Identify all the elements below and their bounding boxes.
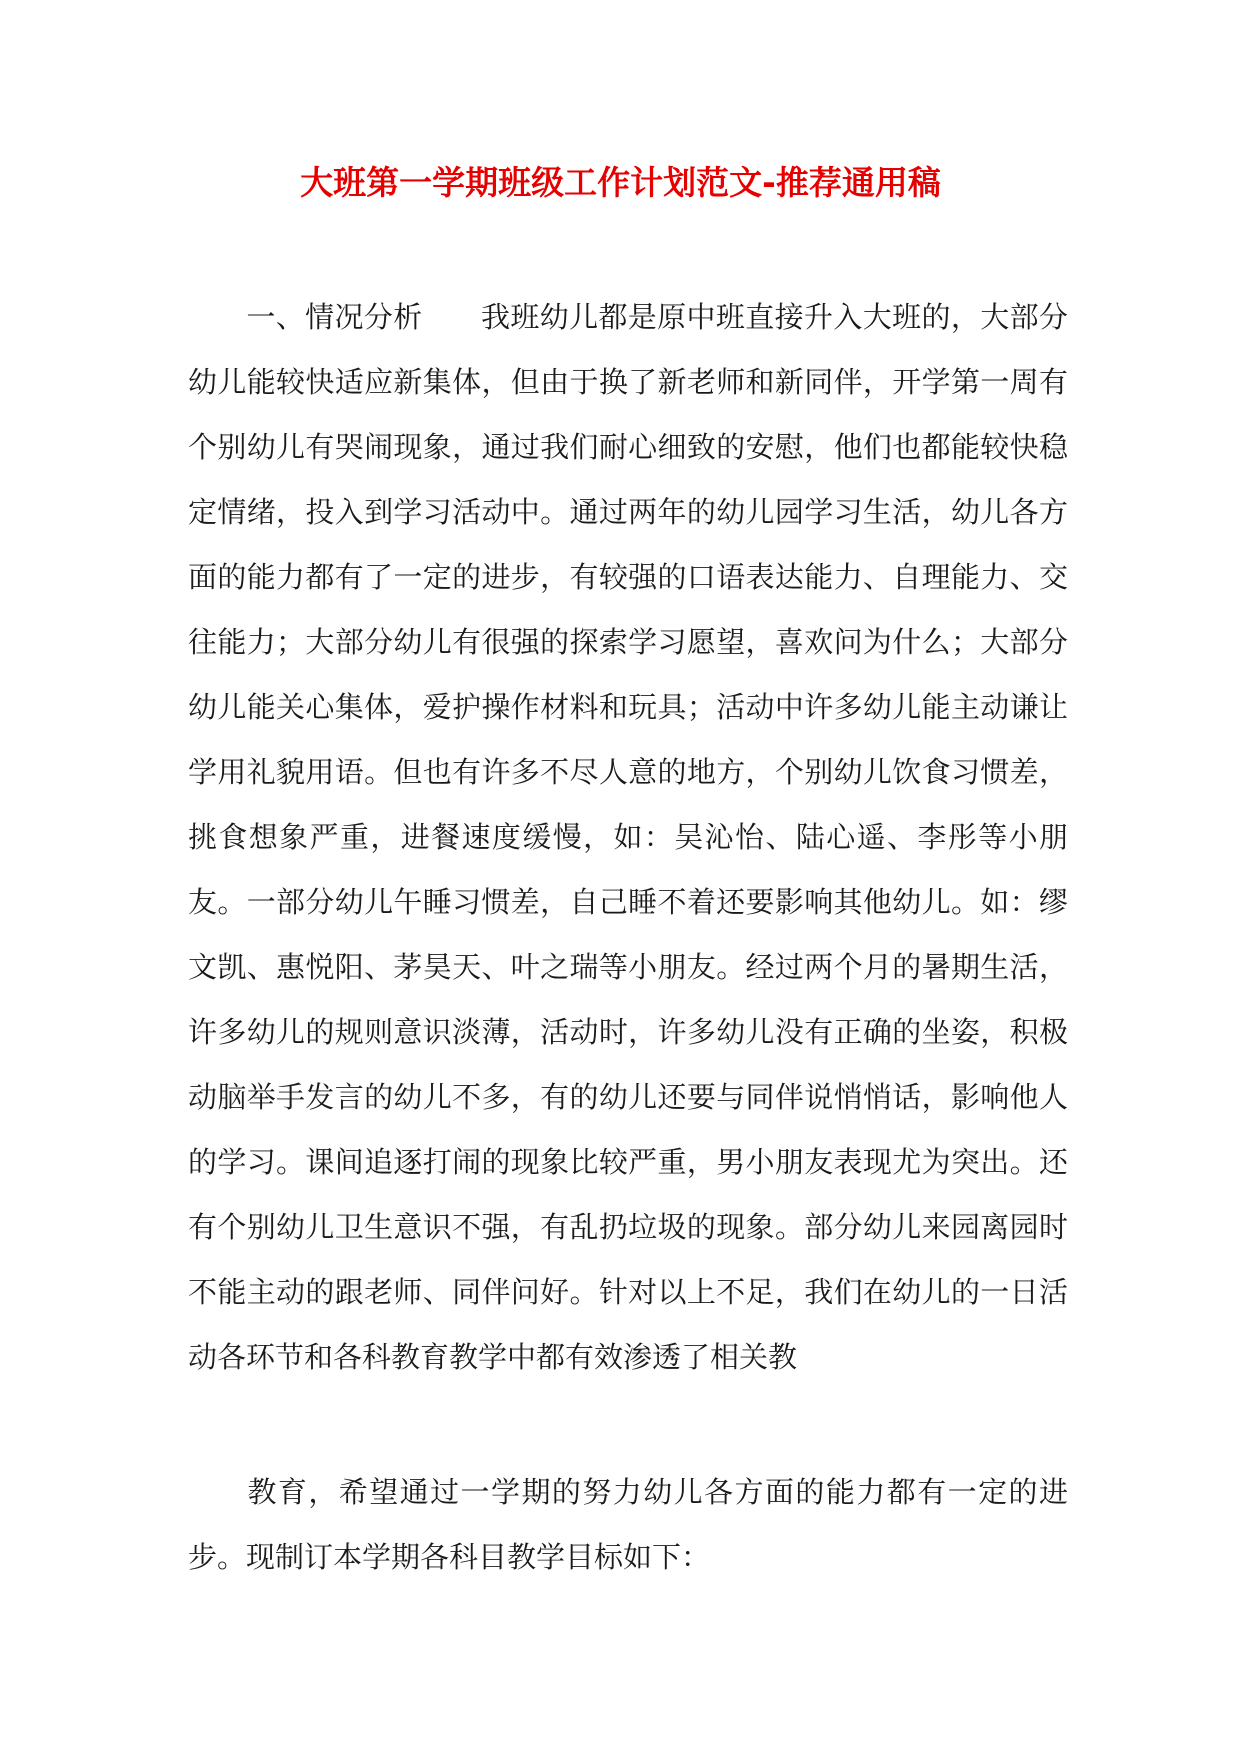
paragraph-text: 教育，希望通过一学期的努力幼儿各方面的能力都有一定的进步。现制订本学期各科目教学目标如下： bbox=[188, 1475, 1068, 1574]
section-heading: 一、情况分析 bbox=[246, 300, 423, 334]
document-title: 大班第一学期班级工作计划范文-推荐通用稿 bbox=[300, 163, 941, 202]
paragraph-situation-analysis bbox=[188, 285, 1068, 1390]
paragraph-text: 我班幼儿都是原中班直接升入大班的，大部分幼儿能较快适应新集体，但由于换了新老师和新同伴，开学第一周有个别幼儿有哭闹现象，通过我们耐心细致的安慰，他们也都能较快稳定情绪，投入到学习活动中。通过两年的幼儿园学习生活，幼儿各方面的能力都有了一定的进步，有较强的口语表达能力、自理能力、交往能力；大部分幼儿有很强的探索学习愿望，喜欢问为什么；大部分幼儿能关心集体，爱护操作材料和玩具；活动中许多幼儿能主动谦让学用礼貌用语。但也有许多不尽人意的地方，个别幼儿饮食习惯差，挑食想象严重，进餐速度缓慢，如：吴沁怡、陆心遥、李彤等小朋友。一部分幼儿午睡习惯差，自己睡不着还要影响其他幼儿。如：缪文凯、惠悦阳、茅昊天、叶之瑞等小朋友。经过两个月的暑期生活，许多幼儿的规则意识淡薄，活动时，许多幼儿没有正确的坐姿，积极动脑举手发言的幼儿不多，有的幼儿还要与同伴说悄悄话，影响他人的学习。课间追逐打闹的现象比较严重，男小朋友表现尤为突出。还有个别幼儿卫生意识不强，有乱扔垃圾的现象。部分幼儿来园离园时不能主动的跟老师、同伴问好。针对以上不足，我们在幼儿的一日活动各环节和各科教育教学中都有效渗透了相关教 bbox=[188, 300, 1068, 1374]
paragraph-goals-intro bbox=[188, 1460, 1068, 1590]
